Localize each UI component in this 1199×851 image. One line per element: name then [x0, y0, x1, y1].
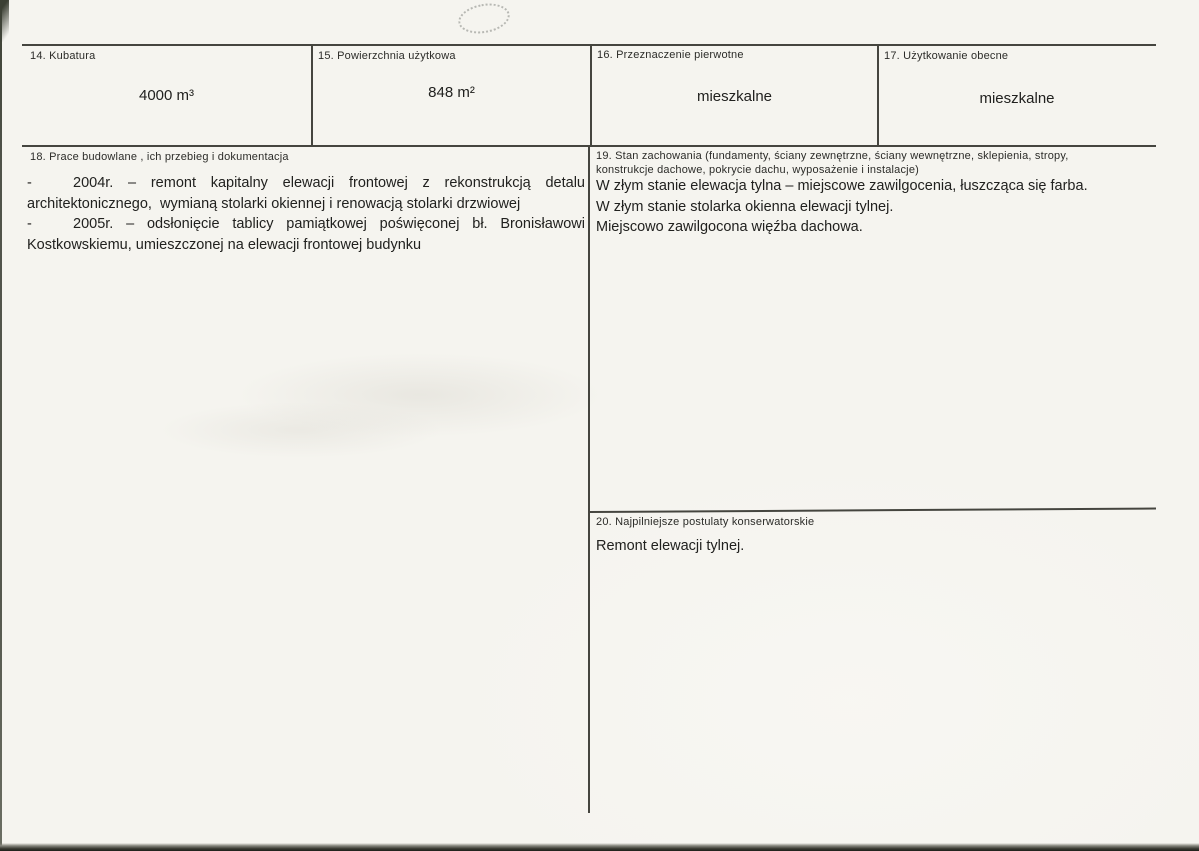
- field-19-body: [596, 176, 1156, 238]
- condition-line-1: W złym stanie elewacja tylna – miejscowe zawilgocenia, łuszcząca się farba.: [596, 178, 1088, 194]
- field-15-label: 15. Powierzchnia użytkowa: [318, 50, 456, 62]
- field-17-label: 17. Użytkowanie obecne: [884, 50, 1009, 62]
- works-entry-1-text: 2004r. – remont kapitalny elewacji frontowej z rekonstrukcją detalu: [73, 175, 585, 191]
- list-dash-marker: -: [27, 175, 32, 191]
- works-entry-2-line-1: [27, 214, 585, 235]
- condition-line-3: Miejscowo zawilgocona więźba dachowa.: [596, 219, 863, 235]
- works-entry-2-line-2: Kostkowskiemu, umieszczonej na elewacji frontowej budynku: [27, 236, 422, 253]
- field-18-body: [27, 173, 585, 255]
- field-17-value: mieszkalne: [979, 90, 1055, 107]
- scan-edge-bottom: [0, 843, 1199, 851]
- scan-edge-left: [0, 0, 2, 851]
- field-20-label: 20. Najpilniejsze postulaty konserwatorskie: [596, 516, 815, 528]
- condition-line-2: W złym stanie stolarka okienna elewacji tylnej.: [596, 198, 894, 215]
- list-dash-marker: -: [27, 216, 32, 232]
- field-20-body: Remont elewacji tylnej.: [596, 538, 745, 554]
- table-border-top: [22, 44, 1156, 46]
- field-19-label-line-2: konstrukcje dachowe, pokrycie dachu, wyposażenie i instalacje): [596, 163, 920, 176]
- field-18-label: 18. Prace budowlane , ich przebieg i dokumentacja: [30, 151, 289, 163]
- field-19-label: [596, 150, 1116, 177]
- works-entry-1-line-1: [27, 173, 585, 194]
- field-16-value: mieszkalne: [696, 88, 773, 105]
- stamp-mark: [456, 0, 512, 37]
- field-14-value: 4000 m³: [138, 87, 195, 104]
- row-divider-19-20: [590, 508, 1156, 513]
- works-entry-2-text: 2005r. – odsłonięcie tablicy pamiątkowej poświęconej bł. Bronisławowi: [73, 216, 585, 232]
- field-15-value: 848 m²: [428, 84, 475, 101]
- scan-edge-corner: [0, 0, 9, 42]
- column-divider-18-19: [588, 146, 590, 813]
- field-14-label: 14. Kubatura: [30, 50, 96, 62]
- field-16-label: 16. Przeznaczenie pierwotne: [597, 49, 744, 61]
- works-entry-1-line-2: architektonicznego, wymianą stolarki okiennej i renowacją stolarki drzwiowej: [27, 195, 521, 212]
- field-19-label-line-1: 19. Stan zachowania (fundamenty, ściany zewnętrzne, ściany wewnętrzne, sklepienia, stropy,: [596, 150, 1069, 162]
